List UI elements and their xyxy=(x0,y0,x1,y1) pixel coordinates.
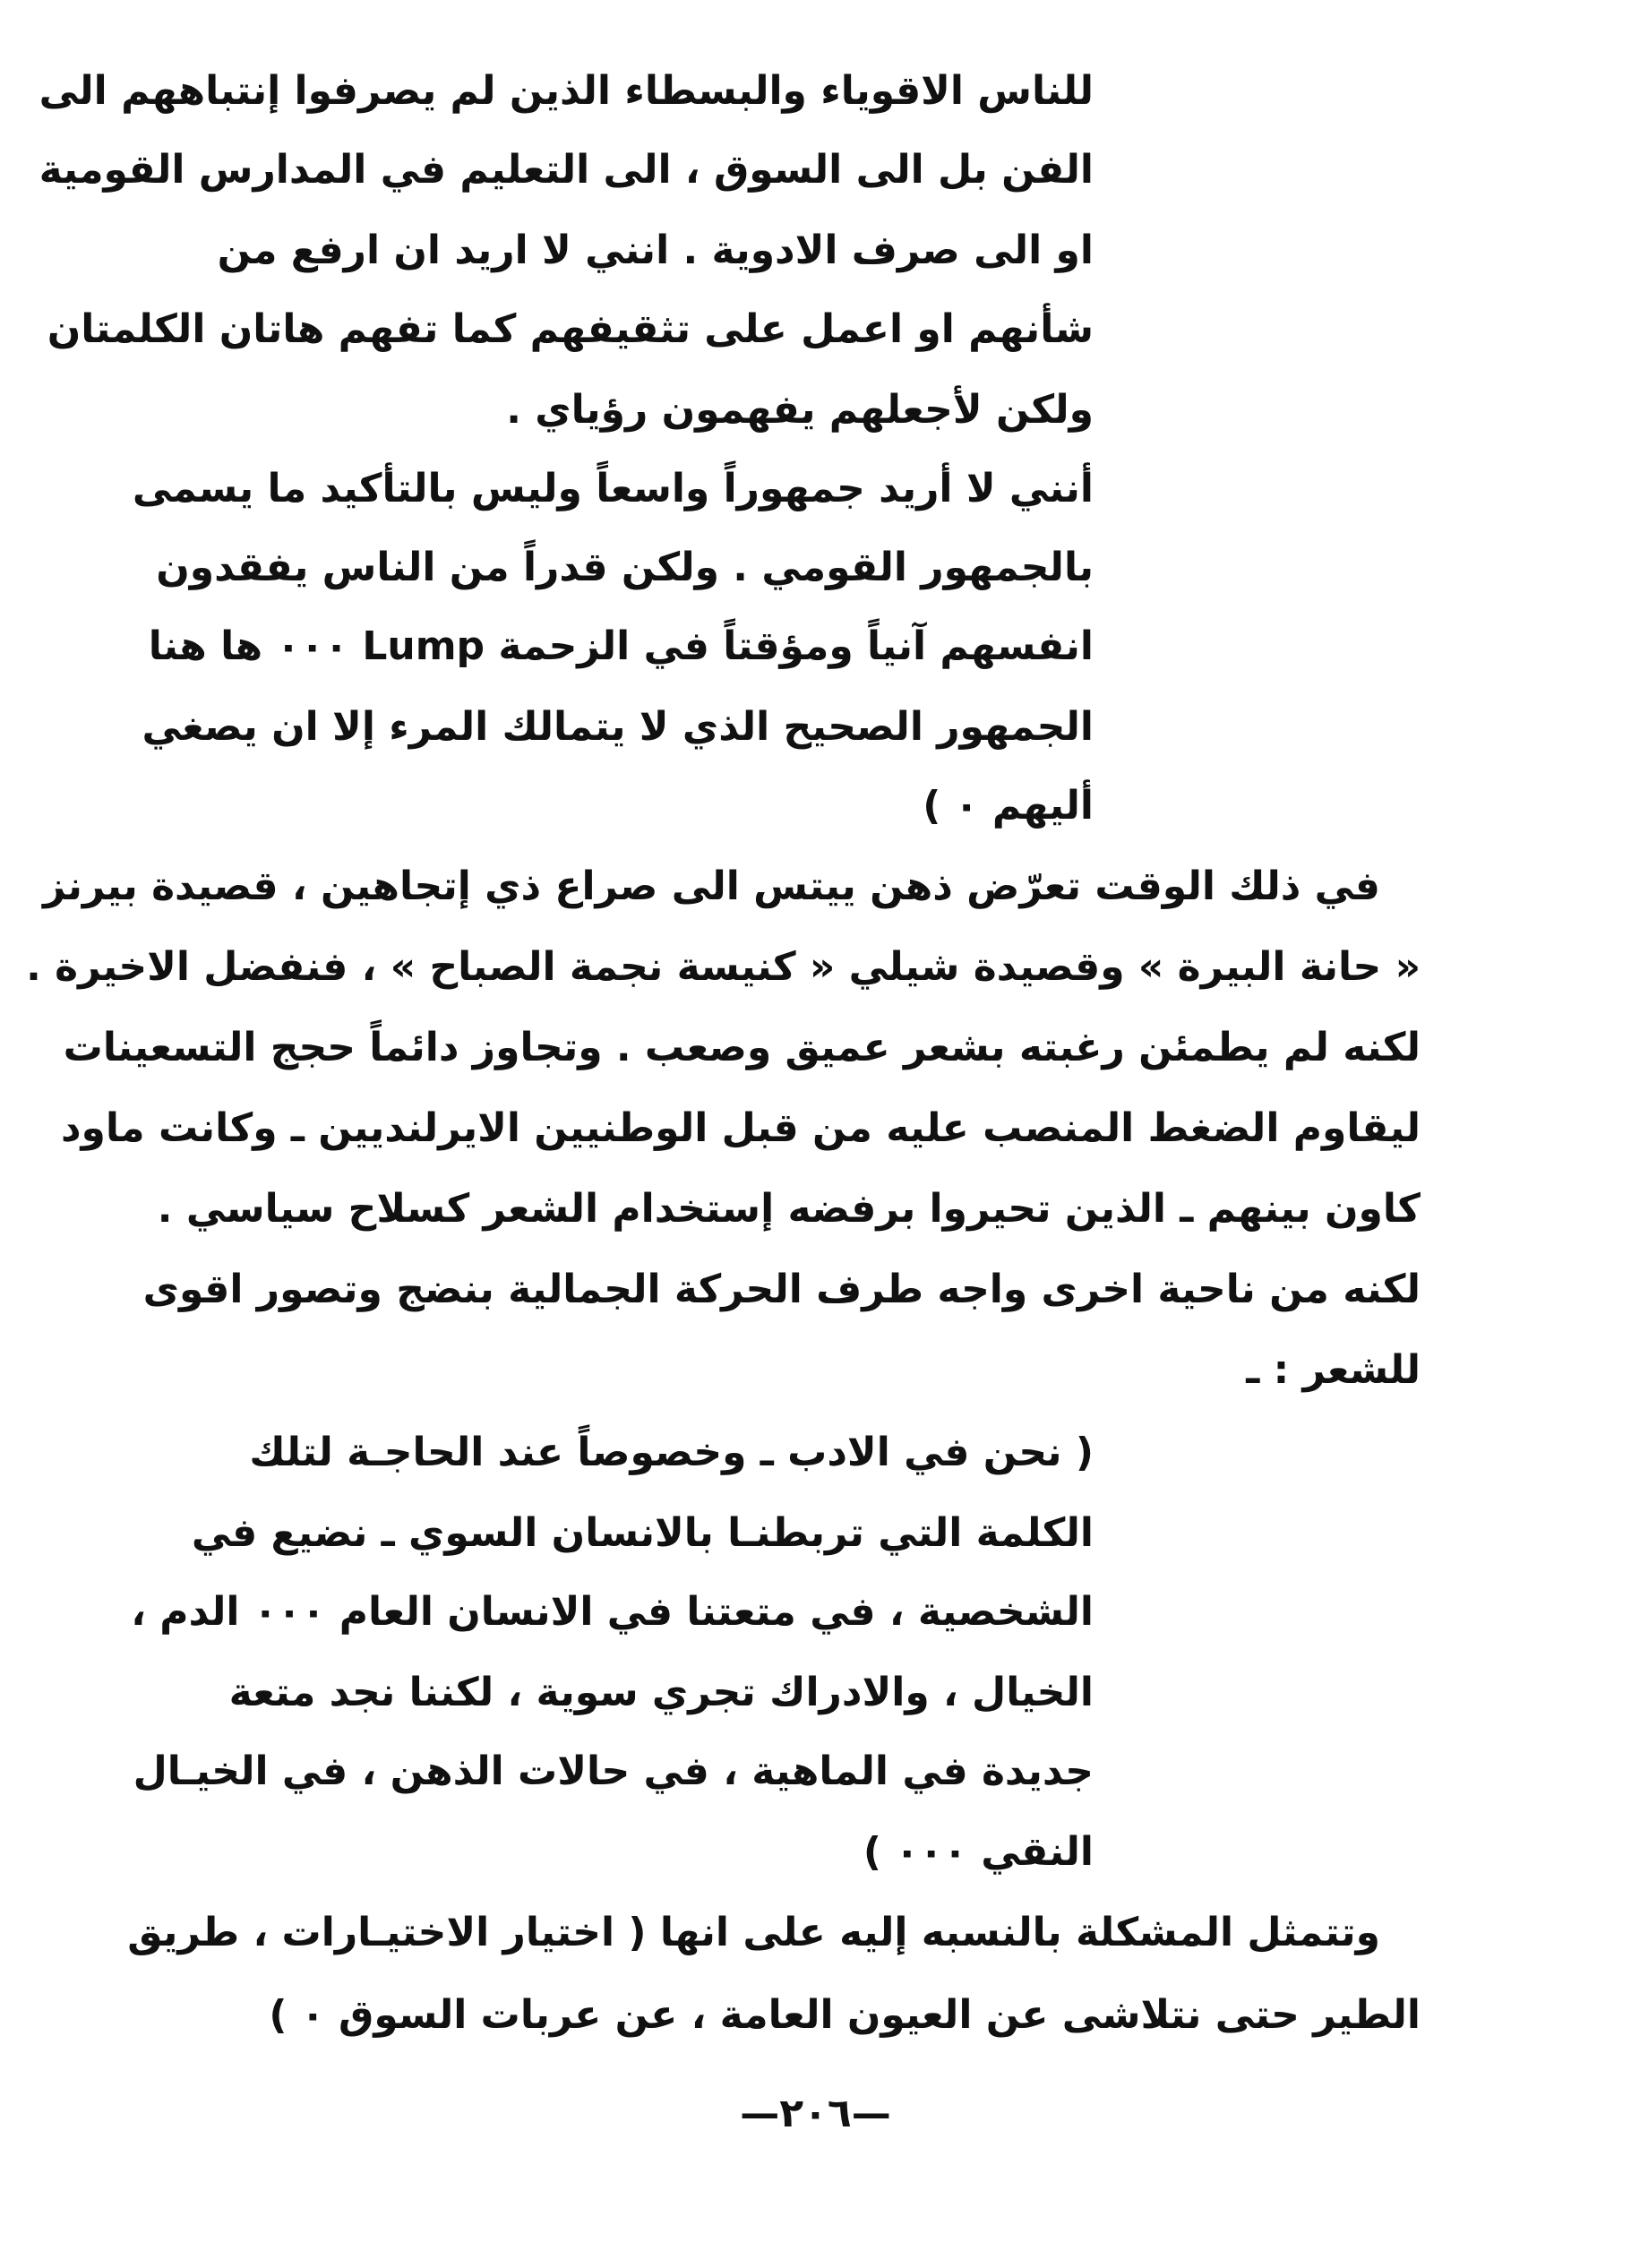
text-line: انفسهم آنياً ومؤقتاً في الزحمة Lump ٠٠٠ ها هنا xyxy=(148,623,1094,669)
text-line: أليهم ٠ ) xyxy=(923,783,1094,829)
text-line: وتتمثل المشكلة بالنسبه إليه على انها ( اختيار الاختيـارات ، طريق xyxy=(127,1910,1380,1955)
text-line: لكنه لم يطمئن رغبته بشعر عميق وصعب . وتجاوز دائماً حجج التسعينات xyxy=(63,1025,1421,1070)
text-line: الشخصية ، في متعتنا في الانسان العام ٠٠٠ الدم ، xyxy=(131,1589,1094,1635)
text-line: في ذلك الوقت تعرّض ذهن ييتس الى صراع ذي إتجاهين ، قصيدة بيرنز xyxy=(43,863,1380,909)
text-line: للناس الاقوياء والبسطاء الذين لم يصرفوا إنتباههم الى xyxy=(39,68,1094,114)
text-line: جديدة في الماهية ، في حالات الذهن ، في الخيـال xyxy=(133,1748,1094,1794)
page-number: —٢٠٦— xyxy=(740,2091,891,2136)
text-line: الجمهور الصحيح الذي لا يتمالك المرء إلا ان يصغي xyxy=(142,704,1094,750)
text-line: أنني لا أريد جمهوراً واسعاً وليس بالتأكيد ما يسمى xyxy=(132,466,1094,511)
text-line: شأنهم او اعمل على تثقيفهم كما تفهم هاتان الكلمتان xyxy=(47,306,1094,352)
text-line: الفن بل الى السوق ، الى التعليم في المدارس القومية xyxy=(39,147,1094,193)
text-line: الخيال ، والادراك تجري سوية ، لكننا نجد متعة xyxy=(228,1670,1094,1715)
text-line: « حانة البيرة » وقصيدة شيلي « كنيسة نجمة الصباح » ، فنفضل الاخيرة . xyxy=(26,944,1421,990)
text-line: او الى صرف الادوية . انني لا اريد ان ارفع من xyxy=(217,228,1094,273)
text-line: ولكن لأجعلهم يفهمون رؤياي . xyxy=(506,387,1094,433)
text-line: الكلمة التي تربطنـا بالانسان السوي ـ نضيع في xyxy=(191,1510,1094,1556)
text-line: كاون بينهم ـ الذين تحيروا برفضه إستخدام الشعر كسلاح سياسي . xyxy=(157,1186,1421,1232)
text-line: ( نحن في الادب ـ وخصوصاً عند الحاجـة لتلك xyxy=(249,1430,1094,1475)
text-line: النقي ٠٠٠ ) xyxy=(863,1829,1094,1875)
text-line: للشعر : ـ xyxy=(1246,1347,1421,1393)
text-line: لكنه من ناحية اخرى واجه طرف الحركة الجمالية بنضج وتصور اقوى xyxy=(142,1267,1421,1312)
text-line: بالجمهور القومي . ولكن قدراً من الناس يفقدون xyxy=(156,545,1094,590)
text-line: ليقاوم الضغط المنصب عليه من قبل الوطنيين الايرلنديين ـ وكانت ماود xyxy=(60,1105,1421,1151)
text-line: الطير حتى نتلاشى عن العيون العامة ، عن عربات السوق ٠ ) xyxy=(269,1992,1421,2038)
